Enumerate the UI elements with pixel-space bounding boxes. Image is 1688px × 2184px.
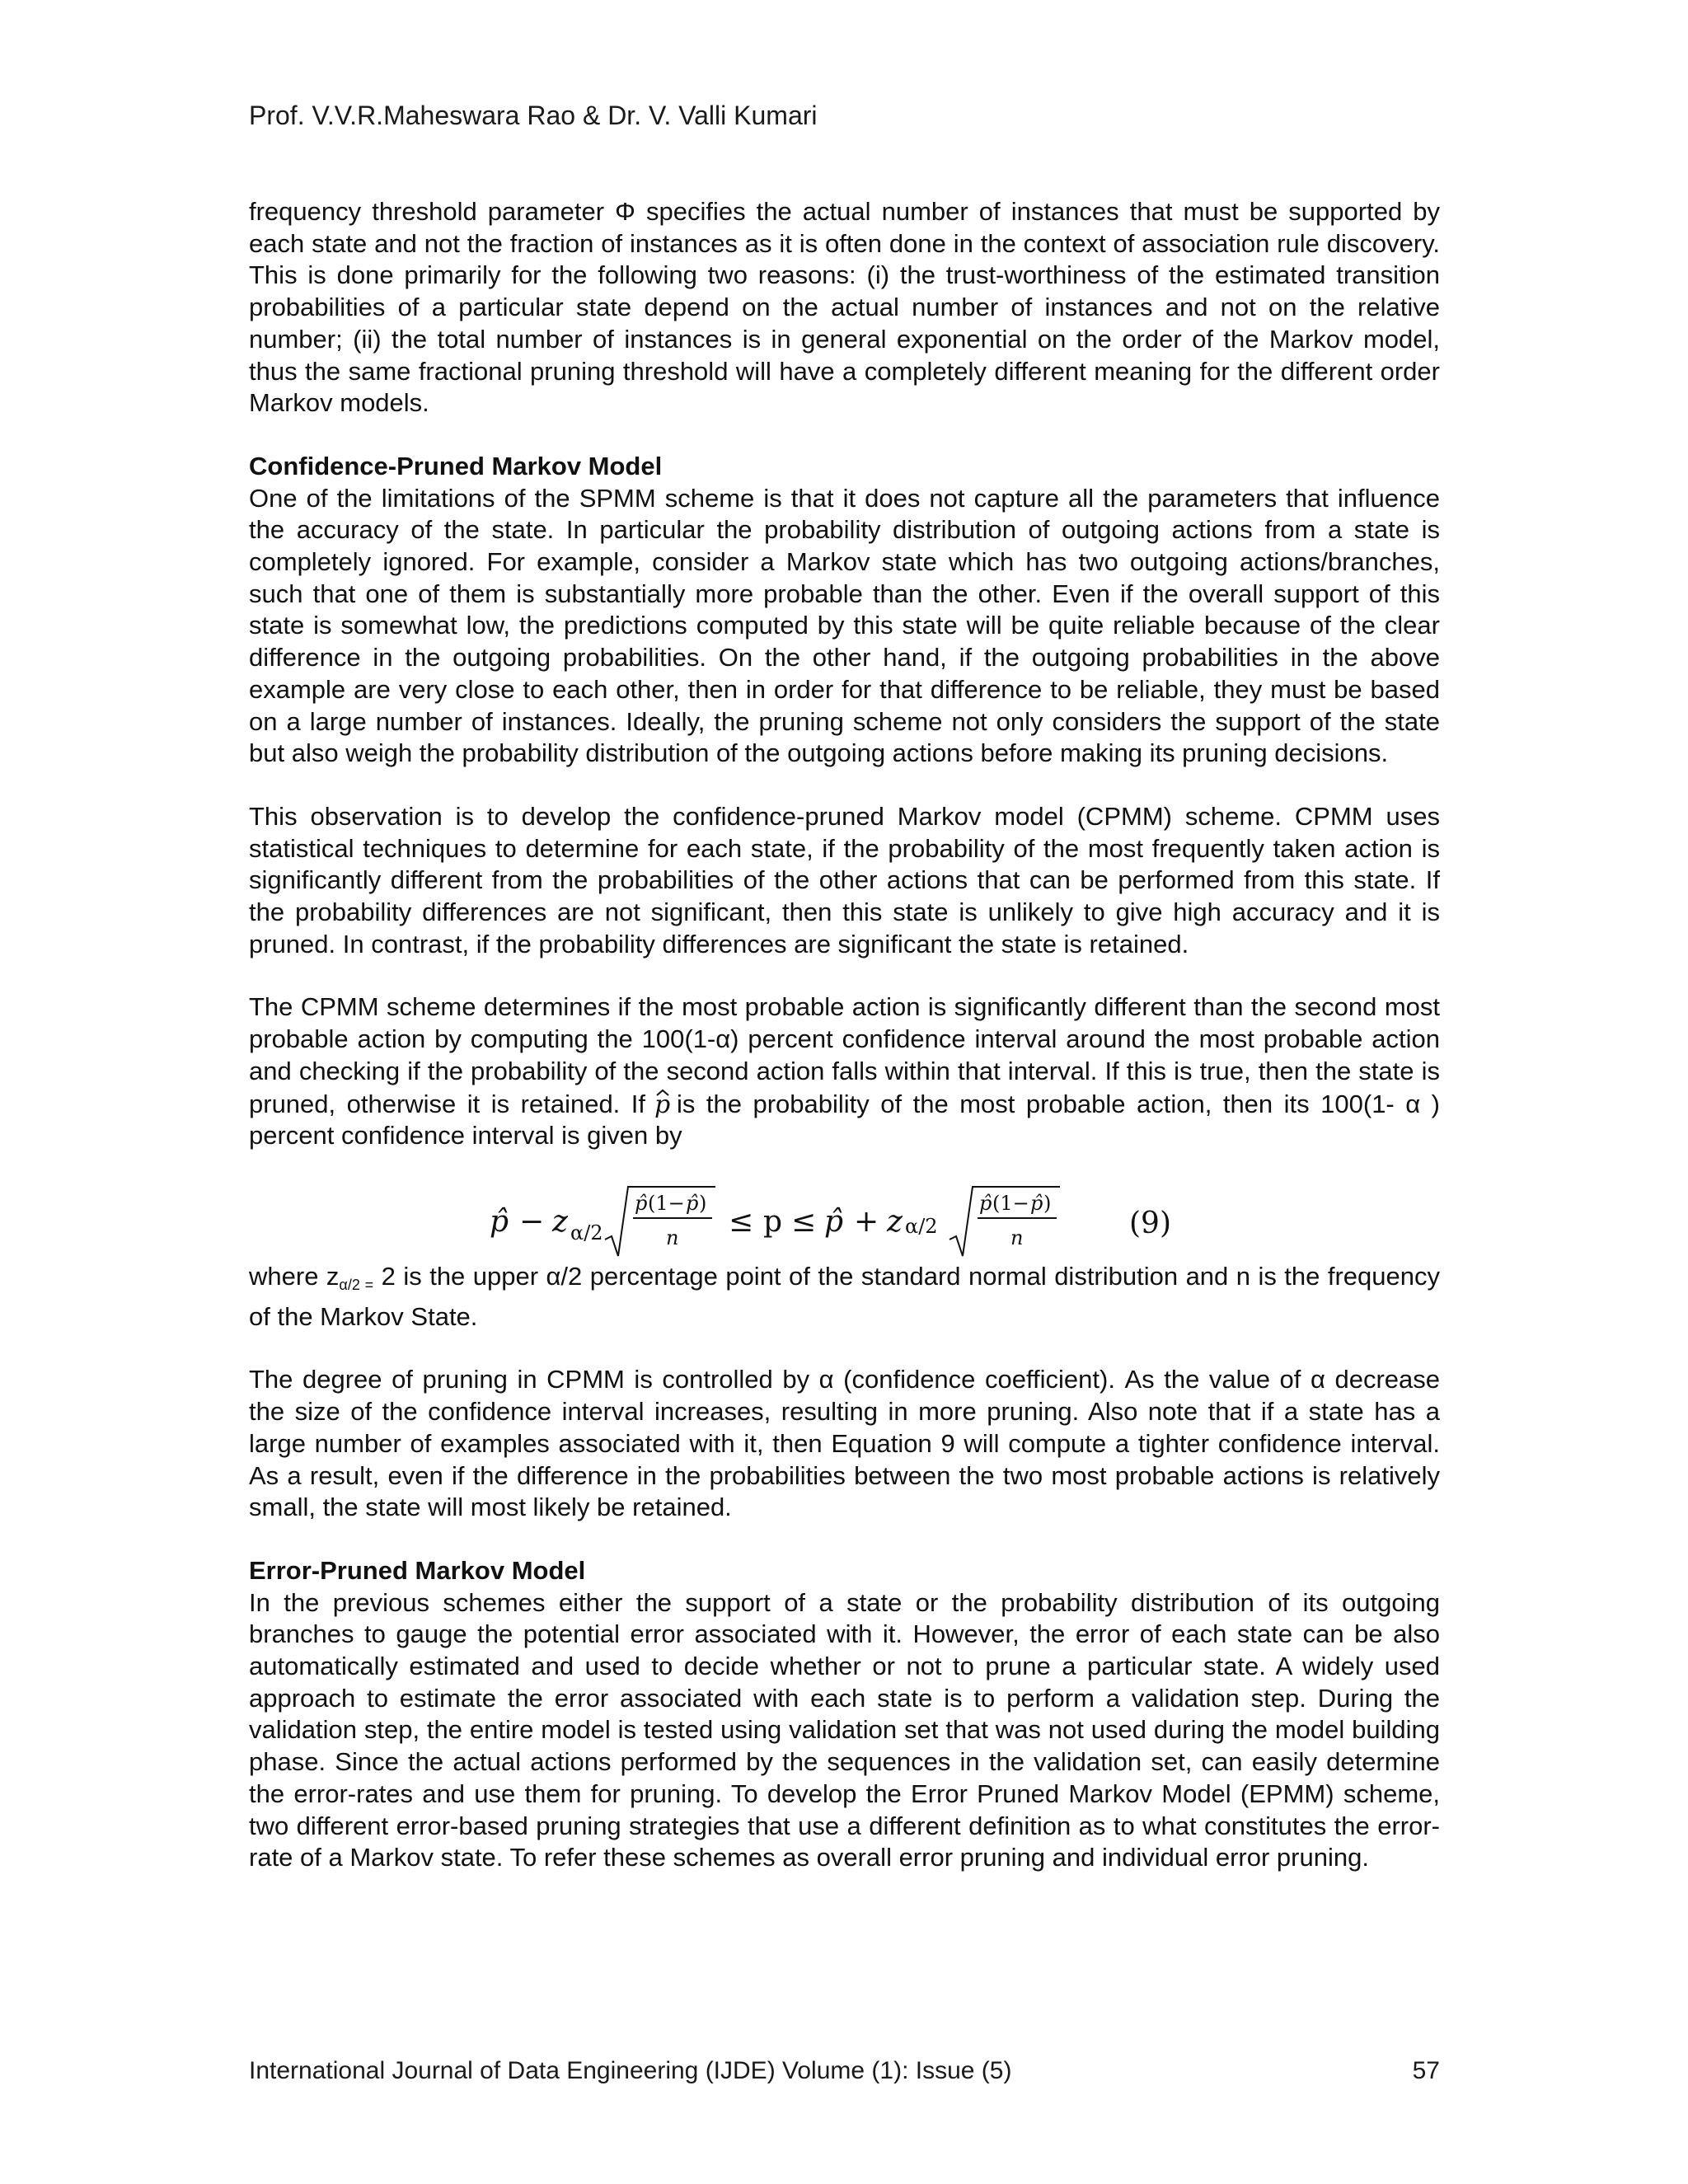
paragraph-cpmm-observation: This observation is to develop the confidence-pruned Markov model (CPMM) scheme. CPMM uses statistical techniques to determine for each state, if the probability of the most frequently taken action is significantly different from the probabilities of the other actions that can be performed from this state. If the probability differences are not significant, then this state is unlikely to give high accuracy and it is pruned. In contrast, if the probability differences are significant the state is retained. (249, 801, 1440, 958)
eq-phat-left: p̂ (490, 1204, 509, 1239)
z-def-subscript: α/2 = (339, 1276, 374, 1293)
eq-alpha-half-left: α/2 (570, 1221, 603, 1244)
eq-z-right: z (887, 1204, 903, 1239)
section-heading-epmm: Error-Pruned Markov Model (249, 1555, 586, 1585)
eq-p: p (763, 1204, 783, 1239)
eq-z-left: z (552, 1204, 568, 1239)
body-text (249, 196, 1440, 1874)
paragraph-frequency-threshold: frequency threshold parameter Φ specifies the actual number of instances that must be supported by each state and not the fraction of instances as it is often done in the context of association rule discovery. This is done primarily for the following two reasons: (i) the trust-worthiness of the estimated transition probabilities of a particular state depend on the actual number of instances and not on the relative number; (ii) the total number of instances is in general exponential on the order of the Markov model, thus the same fractional pruning threshold will have a completely different meaning for the different order Markov models. (249, 197, 1440, 418)
p-hat-symbol (652, 1088, 673, 1118)
eq-num-phat2-left: p̂ (686, 1191, 699, 1215)
paragraph-degree-of-pruning: The degree of pruning in CPMM is controlled by α (confidence coefficient). As the value of α decrease the size of the confidence interval increases, resulting in more pruning. Also note that if a state has a large number of examples associated with it, then Equation 9 will compute a tighter confidence interval. As a result, even if the difference in the probabilities between the two most probable actions is relatively small, the state will most likely be retained. (249, 1365, 1440, 1522)
eq-num-phat2-right: p̂ (1030, 1191, 1043, 1215)
eq-alpha-half-right: α/2 (905, 1214, 938, 1238)
equation-number: (9) (1129, 1206, 1171, 1240)
paragraph-z-definition (249, 1261, 1440, 1333)
eq-leq-right: ≤ (791, 1204, 817, 1239)
paragraph-cpmm-scheme-part2: is the probability of the most probable action, then its 100(1- α ) percent confidence interval is given by (249, 1089, 1440, 1151)
eq-den-n-left: n (666, 1226, 679, 1249)
eq-plus: + (854, 1204, 879, 1239)
eq-num-phat-right: p̂ (979, 1191, 992, 1215)
paragraph-spmm-limitations: One of the limitations of the SPMM scheme is that it does not capture all the parameters that influence the accuracy of the state. In particular the probability distribution of outgoing actions from a state is completely ignored. For example, consider a Markov state which has two outgoing actions/branches, such that one of them is substantially more probable than the other. Even if the overall support of this state is somewhat low, the predictions computed by this state will be quite reliable because of the clear difference in the outgoing probabilities. On the other hand, if the outgoing probabilities in the above example are very close to each other, then in order for that difference to be reliable, they must be based on a large number of instances. Ideally, the pruning scheme not only considers the support of the state but also weigh the probability distribution of the outgoing actions before making its pruning decisions. (249, 483, 1440, 768)
z-def-post: 2 is the upper α/2 percentage point of the standard normal distribution and n is the frequency of the Markov State. (249, 1261, 1441, 1331)
section-heading-cpmm: Confidence-Pruned Markov Model (249, 451, 663, 480)
eq-num-open-left: (1− (648, 1191, 685, 1215)
z-def-pre: where z (249, 1261, 340, 1291)
confidence-interval-formula (483, 1175, 1390, 1261)
equation-9 (249, 1175, 1440, 1261)
eq-den-n-right: n (1010, 1226, 1024, 1249)
eq-num-close-right: ) (1043, 1191, 1052, 1215)
paragraph-epmm: In the previous schemes either the support of a state or the probability distribution of its outgoing branches to gauge the potential error associated with it. However, the error of each state can be also automatically estimated and used to decide whether or not to prune a particular state. A widely used approach to estimate the error associated with each state is to perform a validation step. During the validation step, the entire model is tested using validation set that was not used during the model building phase. Since the actual actions performed by the sequences in the validation set, can easily determine the error-rates and use them for pruning. To develop the Error Pruned Markov Model (EPMM) scheme, two different error-based pruning strategies that use a different definition as to what constitutes the error-rate of a Markov state. To refer these schemes as overall error pruning and individual error pruning. (249, 1587, 1440, 1872)
footer-journal: International Journal of Data Engineering (IJDE) Volume (1): Issue (5) (249, 2057, 1012, 2084)
eq-num-open-right: (1− (992, 1191, 1029, 1215)
eq-num-phat-left: p̂ (635, 1191, 648, 1215)
footer-page-number: 57 (1412, 2057, 1440, 2084)
running-header: Prof. V.V.R.Maheswara Rao & Dr. V. Valli Kumari (249, 101, 818, 130)
paragraph-cpmm-scheme-part1: The CPMM scheme determines if the most probable action is significantly different than the second most probable action by computing the 100(1-α) percent confidence interval around the most probable action and checking if the probability of the second action falls within that interval. If this is true, then the state is pruned, otherwise it is retained. If (249, 992, 1440, 1118)
eq-phat-right: p̂ (824, 1204, 844, 1239)
eq-leq-left: ≤ (729, 1204, 754, 1239)
eq-num-close-left: ) (699, 1191, 707, 1215)
p-hat-letter: p (654, 1090, 671, 1118)
eq-minus: − (519, 1204, 545, 1239)
paragraph-cpmm-scheme (249, 991, 1440, 1152)
